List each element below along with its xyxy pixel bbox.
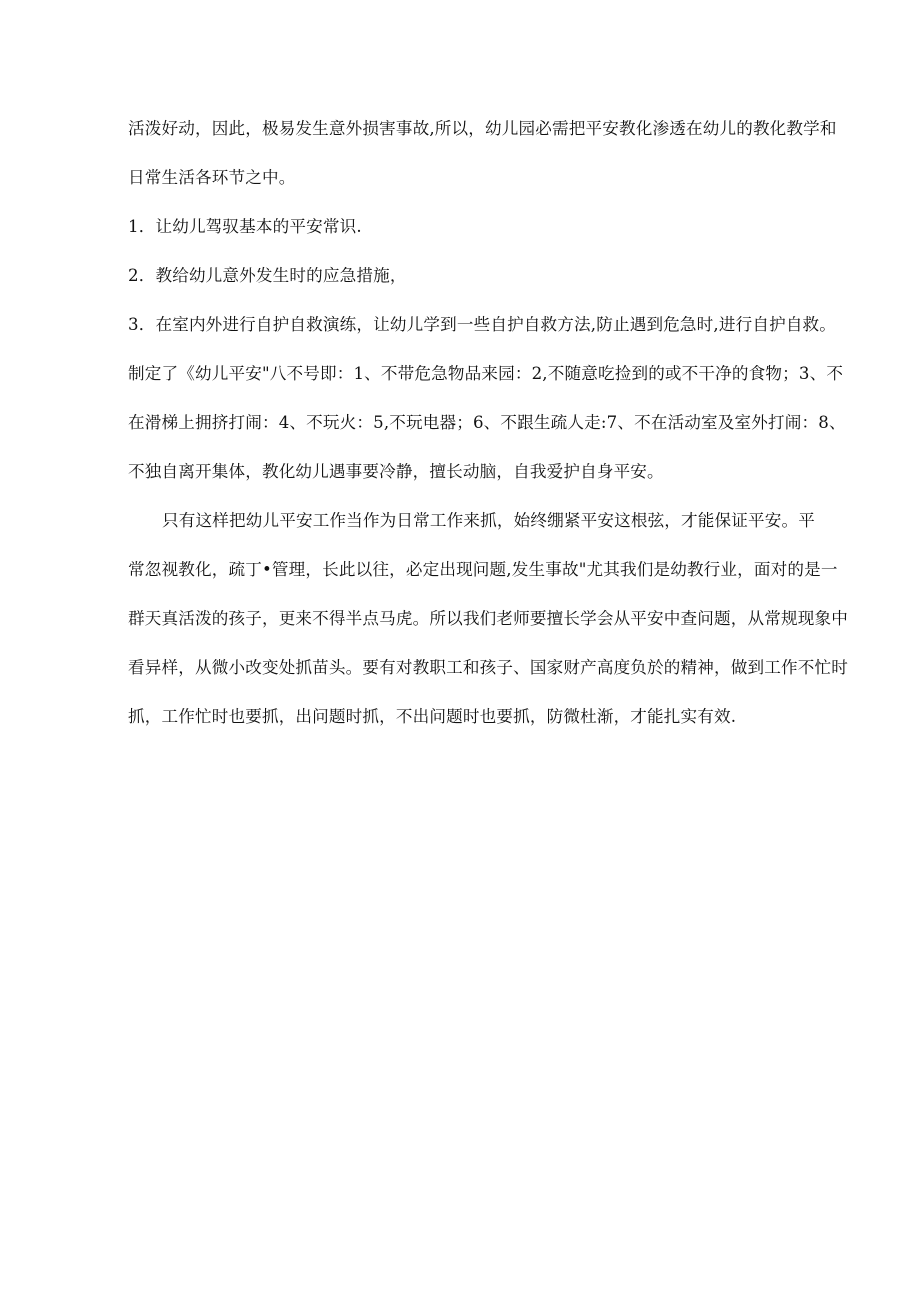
paragraph-3-line-5: 抓，工作忙时也要抓，出问题时抓，不出问题时也要抓，防微杜渐，才能扎实有效.	[128, 707, 737, 726]
paragraph-3-line-2: 常忽视教化，疏丁•管理，长此以往，必定出现问题,发生事故"尤其我们是幼教行业，面对的是一	[128, 560, 838, 579]
paragraph-1-line-1: 活泼好动，因此，极易发生意外损害事故,所以，幼儿园必需把平安教化渗透在幼儿的教化教学和	[128, 119, 837, 138]
list-item-3: 3．在室内外进行自护自救演练，让幼儿学到一些自护自救方法,防止遇到危急时,进行自护自救。	[128, 315, 837, 334]
paragraph-2-line-2: 在滑梯上拥挤打闹：4、不玩火：5,不玩电器；6、不跟生疏人走:7、不在活动室及室外打闹：8、	[128, 413, 846, 432]
paragraph-2-line-1: 制定了《幼儿平安"八不号即：1、不带危急物品来园：2,不随意吃捡到的或不干净的食物；3、不	[128, 364, 844, 383]
paragraph-3-line-1: 只有这样把幼儿平安工作当作为日常工作来抓，始终绷紧平安这根弦，才能保证平安。平	[162, 511, 816, 530]
document-body	[128, 117, 858, 729]
paragraph-3-line-4: 看异样，从微小改变处抓苗头。要有对教职工和孩子、国家财产高度负於的精神，做到工作不忙时	[128, 658, 848, 677]
list-item-1: 1．让幼儿驾驭基本的平安常识.	[128, 217, 362, 236]
paragraph-2-line-3: 不独自离开集体，教化幼儿遇事要冷静，擅长动脑，自我爱护自身平安。	[128, 462, 664, 481]
list-item-2: 2．教给幼儿意外发生时的应急措施，	[128, 266, 407, 285]
paragraph-1-line-2: 日常生活各环节之中。	[128, 168, 296, 187]
paragraph-3-line-3: 群天真活泼的孩子，更来不得半点马虎。所以我们老师要擅长学会从平安中查问题，从常规现象中	[128, 609, 848, 628]
